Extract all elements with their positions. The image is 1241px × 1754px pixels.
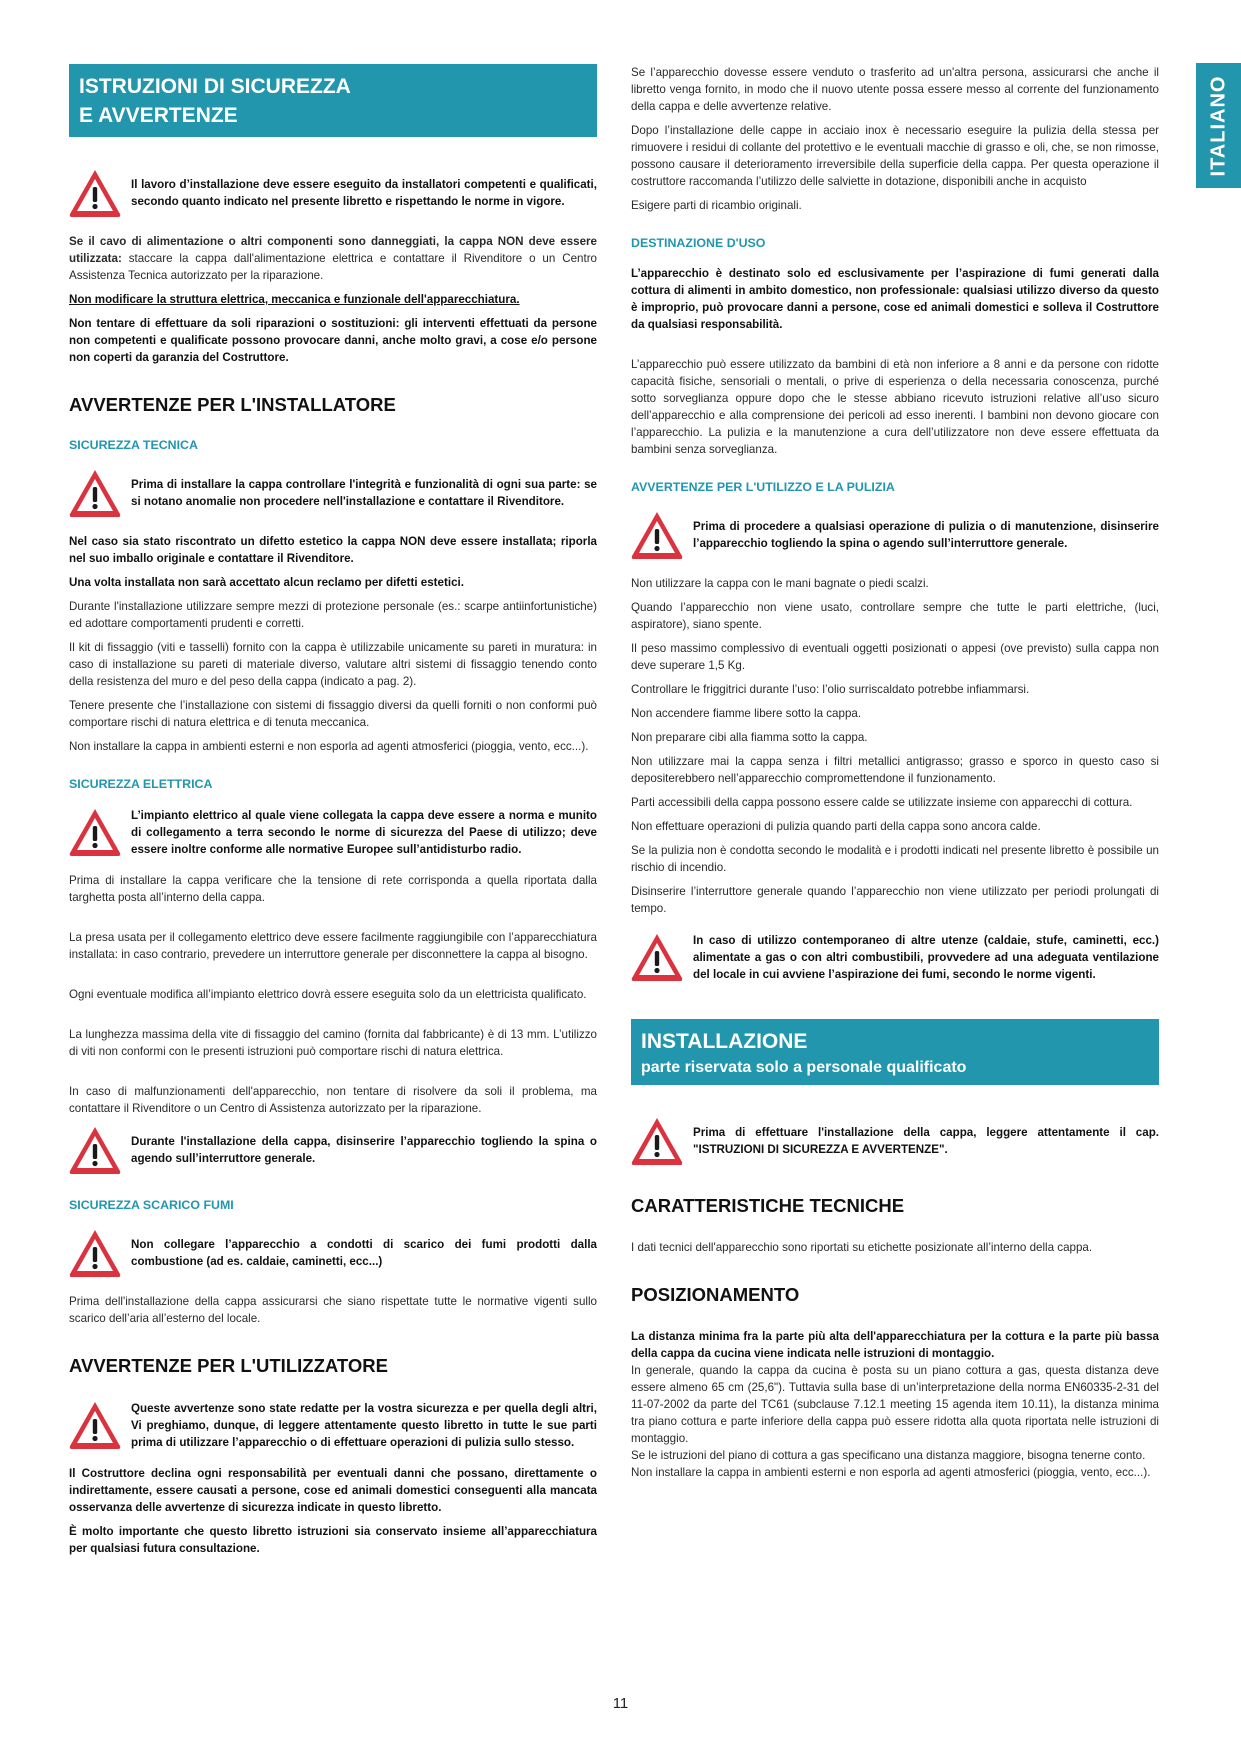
warning-triangle-icon xyxy=(631,931,693,983)
subsection-heading: DESTINAZIONE D'USO xyxy=(631,236,766,250)
paragraph: Non installare la cappa in ambienti esterni e non esporla ad agenti atmosferici (pioggia, vento, ecc...). xyxy=(631,1466,1151,1479)
warning-triangle-icon xyxy=(69,1124,131,1176)
warning-text: Non collegare l’apparecchio a condotti di scarico dei fumi prodotti dalla combustione (ad es. caldaie, caminetti, ecc...) xyxy=(131,1238,597,1268)
paragraph-rest: staccare la cappa dall'alimentazione elettrica e contattare il Rivenditore o un Centro Assistenza Tecnica autorizzato per la riparazione. xyxy=(69,252,597,282)
subsection-heading: AVVERTENZE PER L'UTILIZZO E LA PULIZIA xyxy=(631,480,895,494)
paragraph: In caso di malfunzionamenti dell'apparecchio, non tentare di risolvere da soli il problema, ma contattare il Rivenditore o un Centro di Assistenza autorizzato per la riparazione. xyxy=(69,1085,597,1115)
paragraph: Durante l'installazione utilizzare sempre mezzi di protezione personale (es.: scarpe antiinfortunistiche) ed adottare comportamenti prudenti e corretti. xyxy=(69,600,597,630)
warning-triangle-icon xyxy=(631,509,693,561)
paragraph-bold: Se il cavo di alimentazione o altri componenti sono danneggiati, la cappa NON deve essere utilizzata: xyxy=(69,235,597,265)
paragraph: Non installare la cappa in ambienti esterni e non esporla ad agenti atmosferici (pioggia, vento, ecc...). xyxy=(69,740,589,753)
paragraph: Disinserire l’interruttore generale quando l’apparecchio non viene utilizzato per periodi prolungati di tempo. xyxy=(631,885,1159,915)
banner-subtitle: parte riservata solo a personale qualificato xyxy=(641,1059,967,1076)
warning-triangle-icon xyxy=(69,806,131,858)
warning-block xyxy=(69,467,597,519)
section-heading: CARATTERISTICHE TECNICHE xyxy=(631,1195,905,1216)
warning-block xyxy=(69,1227,597,1279)
warning-block xyxy=(69,167,597,219)
warning-text: L’impianto elettrico al quale viene collegata la cappa deve essere a norma e munito di collegamento a terra secondo le norme di sicurezza del Paese di utilizzo; deve essere inoltre conforme alle normative Europee sull’antidisturbo radio. xyxy=(131,808,597,856)
paragraph: Esigere parti di ricambio originali. xyxy=(631,199,802,212)
paragraph: Parti accessibili della cappa possono essere calde se utilizzate insieme con apparecchi di cottura. xyxy=(631,796,1133,809)
warning-text: In caso di utilizzo contemporaneo di altre utenze (caldaie, stufe, caminetti, ecc.) alimentate a gas o con altri combustibili, provvedere ad una adeguata ventilazione del locale in cui avviene l’aspirazione dei fumi, secondo le norme vigenti. xyxy=(693,933,1159,981)
warning-triangle-icon xyxy=(69,167,131,219)
paragraph: L’apparecchio è destinato solo ed esclusivamente per l’aspirazione di fumi generati dalla cottura di alimenti in ambito domestico, non professionale: qualsiasi utilizzo diverso da questo è improprio, può provocare danni a persone, cose ed animali domestici e solleva il Costruttore da qualsiasi responsabilità. xyxy=(631,267,1159,331)
warning-block xyxy=(631,1115,1159,1167)
paragraph: Se la pulizia non è condotta secondo le modalità e i prodotti indicati nel presente libretto è possibile un rischio di incendio. xyxy=(631,844,1159,874)
paragraph: Tenere presente che l’installazione con sistemi di fissaggio diversi da quelli forniti o non conformi può comportare rischi di natura elettrica e di tenuta meccanica. xyxy=(69,699,597,729)
paragraph: L’apparecchio può essere utilizzato da bambini di età non inferiore a 8 anni e da persone con ridotte capacità fisiche, sensoriali o mentali, o prive di esperienza o della necessaria conoscenza, purché sotto sorveglianza oppure dopo che le stesse abbiano ricevuto istruzioni relative all’uso sicuro dell’apparecchio e alla comprensione dei pericoli ad esso inerenti. I bambini non devono giocare con l’apparecchio. La pulizia e la manutenzione a cura dell’utilizzatore non deve essere effettuata da bambini senza sorveglianza. xyxy=(631,358,1159,456)
safety-banner xyxy=(69,64,597,137)
warning-triangle-icon xyxy=(69,1227,131,1279)
paragraph: È molto importante che questo libretto istruzioni sia conservato insieme all’apparecchiatura per qualsiasi futura consultazione. xyxy=(69,1525,597,1555)
warning-text: Durante l'installazione della cappa, disinserire l’apparecchio togliendo la spina o agendo sull’interruttore generale. xyxy=(131,1135,597,1165)
warning-text: Il lavoro d’installazione deve essere eseguito da installatori competenti e qualificati, secondo quanto indicato nel presente libretto e rispettando le norme in vigore. xyxy=(131,178,597,208)
paragraph: Una volta installata non sarà accettato alcun reclamo per difetti estetici. xyxy=(69,576,464,589)
warning-block xyxy=(69,1124,597,1176)
paragraph: Non tentare di effettuare da soli riparazioni o sostituzioni: gli interventi effettuati da persone non competenti e qualificate possono provocare danni, anche molto gravi, a cose e/o persone non coperti da garanzia del Costruttore. xyxy=(69,317,597,364)
page-number: 11 xyxy=(612,1695,629,1712)
section-heading: AVVERTENZE PER L'UTILIZZATORE xyxy=(69,1355,388,1376)
subsection-heading: SICUREZZA SCARICO FUMI xyxy=(69,1198,234,1212)
warning-block xyxy=(631,509,1159,561)
paragraph: Dopo l’installazione delle cappe in acciaio inox è necessario eseguire la pulizia della stessa per rimuovere i residui di collante del protettivo e le eventuali macchie di grasso e oli, che, se non rimosse, possono causare il deterioramento irreversibile della superficie della cappa. Per questa operazione il costruttore raccomanda l’utilizzo delle salviette in dotazione, disponibili anche in acquisto xyxy=(631,124,1159,188)
installation-banner xyxy=(631,1019,1159,1085)
subsection-heading: SICUREZZA ELETTRICA xyxy=(69,777,213,791)
paragraph: La distanza minima fra la parte più alta dell'apparecchiatura per la cottura e la parte più bassa della cappa da cucina viene indicata nelle istruzioni di montaggio. xyxy=(631,1330,1159,1360)
paragraph: Non effettuare operazioni di pulizia quando parti della cappa sono ancora calde. xyxy=(631,820,1041,833)
paragraph: Il Costruttore declina ogni responsabilità per eventuali danni che possano, direttamente o indirettamente, essere causati a persone, cose ed animali domestici conseguenti alla mancata osservanza delle avvertenze di sicurezza indicate in questo libretto. xyxy=(69,1467,597,1514)
warning-text: Prima di procedere a qualsiasi operazione di pulizia o di manutenzione, disinserire l’apparecchio togliendo la spina o agendo sull’interruttore generale. xyxy=(693,520,1159,550)
warning-text: Prima di installare la cappa controllare l'integrità e funzionalità di ogni sua parte: se si notano anomalie non procedere nell'installazione e contattare il Rivenditore. xyxy=(131,478,597,508)
paragraph: Non utilizzare la cappa con le mani bagnate o piedi scalzi. xyxy=(631,577,929,590)
paragraph: Se le istruzioni del piano di cottura a gas specificano una distanza maggiore, bisogna tenerne conto. xyxy=(631,1449,1146,1462)
warning-triangle-icon xyxy=(69,467,131,519)
paragraph: La lunghezza massima della vite di fissaggio del camino (fornita dal fabbricante) è di 13 mm. L’utilizzo di viti non conformi con le presenti istruzioni può comportare rischi di natura elettrica. xyxy=(69,1028,597,1058)
warning-triangle-icon xyxy=(631,1115,693,1167)
paragraph: Nel caso sia stato riscontrato un difetto estetico la cappa NON deve essere installata; riporla nel suo imballo originale e contattare il Rivenditore. xyxy=(69,535,597,565)
paragraph: Controllare le friggitrici durante l’uso: l’olio surriscaldato potrebbe infiammarsi. xyxy=(631,683,1030,696)
left-column xyxy=(69,64,597,1564)
paragraph xyxy=(69,291,597,308)
paragraph: Il peso massimo complessivo di eventuali oggetti posizionati o appesi (ove previsto) sulla cappa non deve superare 1,5 Kg. xyxy=(631,642,1159,672)
paragraph: La presa usata per il collegamento elettrico deve essere facilmente raggiungibile con l’apparecchiatura installata: in caso contrario, prevedere un interruttore generale per disconnettere la cappa al bisogno. xyxy=(69,931,597,961)
section-heading: AVVERTENZE PER L'INSTALLATORE xyxy=(69,394,396,415)
paragraph: Non preparare cibi alla fiamma sotto la cappa. xyxy=(631,731,868,744)
warning-text: Prima di effettuare l'installazione della cappa, leggere attentamente il cap. "ISTRUZIONI DI SICUREZZA E AVVERTENZE". xyxy=(693,1126,1159,1156)
underlined-text: Non modificare la struttura elettrica, meccanica e funzionale dell'apparecchiatura. xyxy=(69,293,520,306)
banner-title-line1: ISTRUZIONI DI SICUREZZA xyxy=(79,75,351,98)
banner-title-line2: E AVVERTENZE xyxy=(79,104,238,127)
warning-block xyxy=(631,931,1159,983)
warning-block xyxy=(69,806,597,858)
paragraph: Il kit di fissaggio (viti e tasselli) fornito con la cappa è utilizzabile unicamente su pareti in muratura: in caso di installazione su pareti di materiale diverso, valutare altri sistemi di fissaggio tenendo conto della resistenza del muro e del peso della cappa (indicato a pag. 2). xyxy=(69,641,597,688)
paragraph: Prima dell'installazione della cappa assicurarsi che siano rispettate tutte le normative vigenti sullo scarico dell’aria all’esterno del locale. xyxy=(69,1295,597,1325)
warning-triangle-icon xyxy=(69,1399,131,1451)
section-heading: POSIZIONAMENTO xyxy=(631,1284,800,1305)
paragraph: Prima di installare la cappa verificare che la tensione di rete corrisponda a quella riportata dalla targhetta posta all’interno della cappa. xyxy=(69,874,597,904)
right-column xyxy=(631,64,1159,1488)
paragraph: Non utilizzare mai la cappa senza i filtri metallici antigrasso; grasso e sporco in questo caso si depositerebbero nell’apparecchio compromettendone il funzionamento. xyxy=(631,755,1159,785)
paragraph: Se l’apparecchio dovesse essere venduto o trasferito ad un'altra persona, assicurarsi che anche il libretto venga fornito, in modo che il nuovo utente possa essere messo al corrente del funzionamento della cappa e delle avvertenze relative. xyxy=(631,66,1159,113)
paragraph: Ogni eventuale modifica all’impianto elettrico dovrà essere eseguita solo da un elettricista qualificato. xyxy=(69,988,587,1001)
warning-text: Queste avvertenze sono state redatte per la vostra sicurezza e per quella degli altri, Vi preghiamo, dunque, di leggere attentamente questo libretto in tutte le sue parti prima di utilizzare l’apparecchio o di effettuare operazioni di pulizia sullo stesso. xyxy=(131,1401,597,1449)
paragraph: In generale, quando la cappa da cucina è posta su un piano cottura a gas, questa distanza deve essere almeno 65 cm (25,6"). Tuttavia sulla base di un’interpretazione della norma EN60335-2-31 del 11-07-2002 da parte del TC61 (subclause 7.12.1 meeting 15 agenda item 10.11), la distanza minima tra piano cottura e parte inferiore della cappa può essere ridotta alla quota riportata nelle istruzioni di montaggio. xyxy=(631,1364,1159,1445)
warning-block xyxy=(69,1399,597,1451)
language-tab xyxy=(1196,63,1241,188)
language-tab-label: ITALIANO xyxy=(1207,75,1229,176)
subsection-heading: SICUREZZA TECNICA xyxy=(69,438,198,452)
paragraph: Quando l’apparecchio non viene usato, controllare sempre che tutte le parti elettriche, (luci, aspiratore), siano spente. xyxy=(631,601,1159,631)
paragraph: Non accendere fiamme libere sotto la cappa. xyxy=(631,707,862,720)
banner-title: INSTALLAZIONE xyxy=(641,1030,808,1053)
paragraph: I dati tecnici dell'apparecchio sono riportati su etichette posizionate all’interno della cappa. xyxy=(631,1241,1093,1254)
paragraph xyxy=(69,233,597,284)
